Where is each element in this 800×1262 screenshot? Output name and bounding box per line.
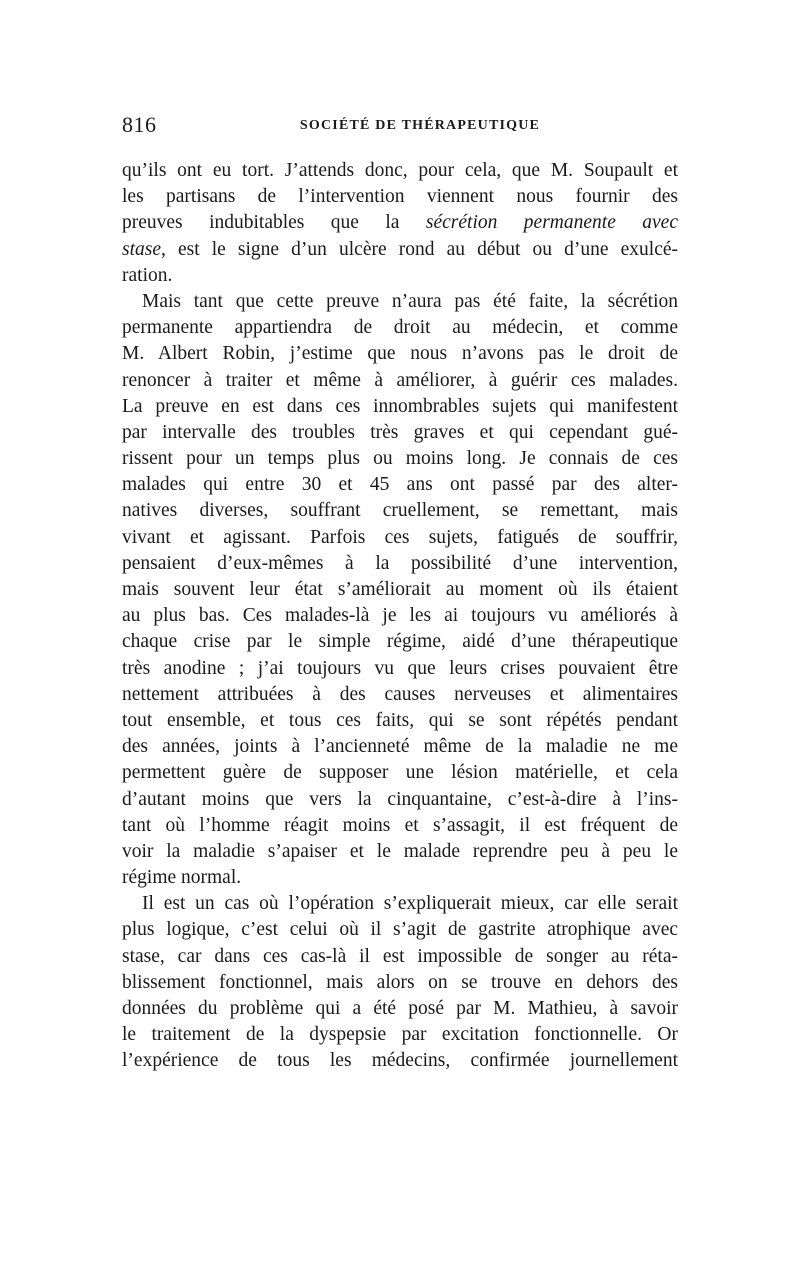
- text-line: l’expérience de tous les médecins, confirmée journellement: [122, 1050, 678, 1072]
- paragraph-end-line: ration.: [122, 264, 173, 286]
- text-line: les partisans de l’intervention viennent nous fournir des: [122, 186, 678, 208]
- text-line: pensaient d’eux-mêmes à la possibilité d’une intervention,: [122, 552, 678, 574]
- text-line: très anodine ; j’ai toujours vu que leurs crises pouvaient être: [122, 657, 678, 679]
- text-line: par intervalle des troubles très graves et qui cependant gué-: [122, 421, 678, 443]
- text-line: nettement attribuées à des causes nerveuses et alimentaires: [122, 683, 678, 705]
- text-line: chaque crise par le simple régime, aidé d’une thérapeutique: [122, 631, 678, 653]
- text-line: [122, 237, 678, 263]
- line-segment: , est le signe d’un ulcère rond au début ou d’une exulcé-: [161, 238, 678, 260]
- text-line: mais souvent leur état s’améliorait au moment où ils étaient: [122, 579, 678, 600]
- text-line: d’autant moins que vers la cinquantaine, c’est-à-dire à l’ins-: [122, 788, 678, 810]
- page-number: 816: [122, 112, 157, 137]
- text-line: M. Albert Robin, j’estime que nous n’avons pas le droit de: [122, 343, 678, 365]
- paragraph-end-line: régime normal.: [122, 867, 242, 889]
- paragraph-start-line: Il est un cas où l’opération s’expliquerait mieux, car elle serait: [142, 893, 678, 915]
- text-line: natives diverses, souffrant cruellement, se remettant, mais: [122, 500, 678, 522]
- text-line: tout ensemble, et tous ces faits, qui se sont répétés pendant: [122, 709, 678, 731]
- running-head: [122, 112, 678, 146]
- text-line: [122, 210, 678, 236]
- paragraph-start-line: Mais tant que cette preuve n’aura pas été faite, la sécrétion: [142, 290, 678, 312]
- text-line: le traitement de la dyspepsie par excitation fonctionnelle. Or: [122, 1024, 678, 1046]
- text-line: permettent guère de supposer une lésion matérielle, et cela: [122, 762, 678, 784]
- text-line: blissement fonctionnel, mais alors on se trouve en dehors des: [122, 971, 678, 993]
- line-segment: preuves indubitables que la: [122, 212, 426, 234]
- text-line: plus logique, c’est celui où il s’agit de gastrite atrophique avec: [122, 919, 678, 941]
- text-line: tant où l’homme réagit moins et s’assagit, il est fréquent de: [122, 814, 678, 836]
- text-line: au plus bas. Ces malades-là je les ai toujours vu améliorés à: [122, 605, 678, 627]
- text-line: stase, car dans ces cas-là il est impossible de songer au réta-: [122, 945, 678, 967]
- text-line: malades qui entre 30 et 45 ans ont passé par des alter-: [122, 474, 678, 496]
- text-line: vivant et agissant. Parfois ces sujets, fatigués de souffrir,: [122, 526, 678, 548]
- text-line: des années, joints à l’ancienneté même de la maladie ne me: [122, 736, 678, 758]
- text-line: données du problème qui a été posé par M. Mathieu, à savoir: [122, 998, 678, 1019]
- italic-phrase: sécrétion permanente avec: [425, 212, 678, 234]
- body-text: [122, 158, 678, 1075]
- text-line: rissent pour un temps plus ou moins long. Je connais de ces: [122, 448, 678, 470]
- text-line: qu’ils ont eu tort. J’attends donc, pour cela, que M. Soupault et: [122, 160, 678, 181]
- text-line: permanente appartiendra de droit au médecin, et comme: [122, 317, 678, 339]
- running-title: SOCIÉTÉ DE THÉRAPEUTIQUE: [299, 118, 541, 133]
- text-line: renoncer à traiter et même à améliorer, à guérir ces malades.: [122, 369, 678, 391]
- text-line: La preuve en est dans ces innombrables sujets qui manifestent: [122, 395, 678, 417]
- book-page: [122, 112, 678, 1075]
- italic-phrase: stase: [122, 238, 161, 260]
- text-line: voir la maladie s’apaiser et le malade reprendre peu à peu le: [122, 840, 678, 862]
